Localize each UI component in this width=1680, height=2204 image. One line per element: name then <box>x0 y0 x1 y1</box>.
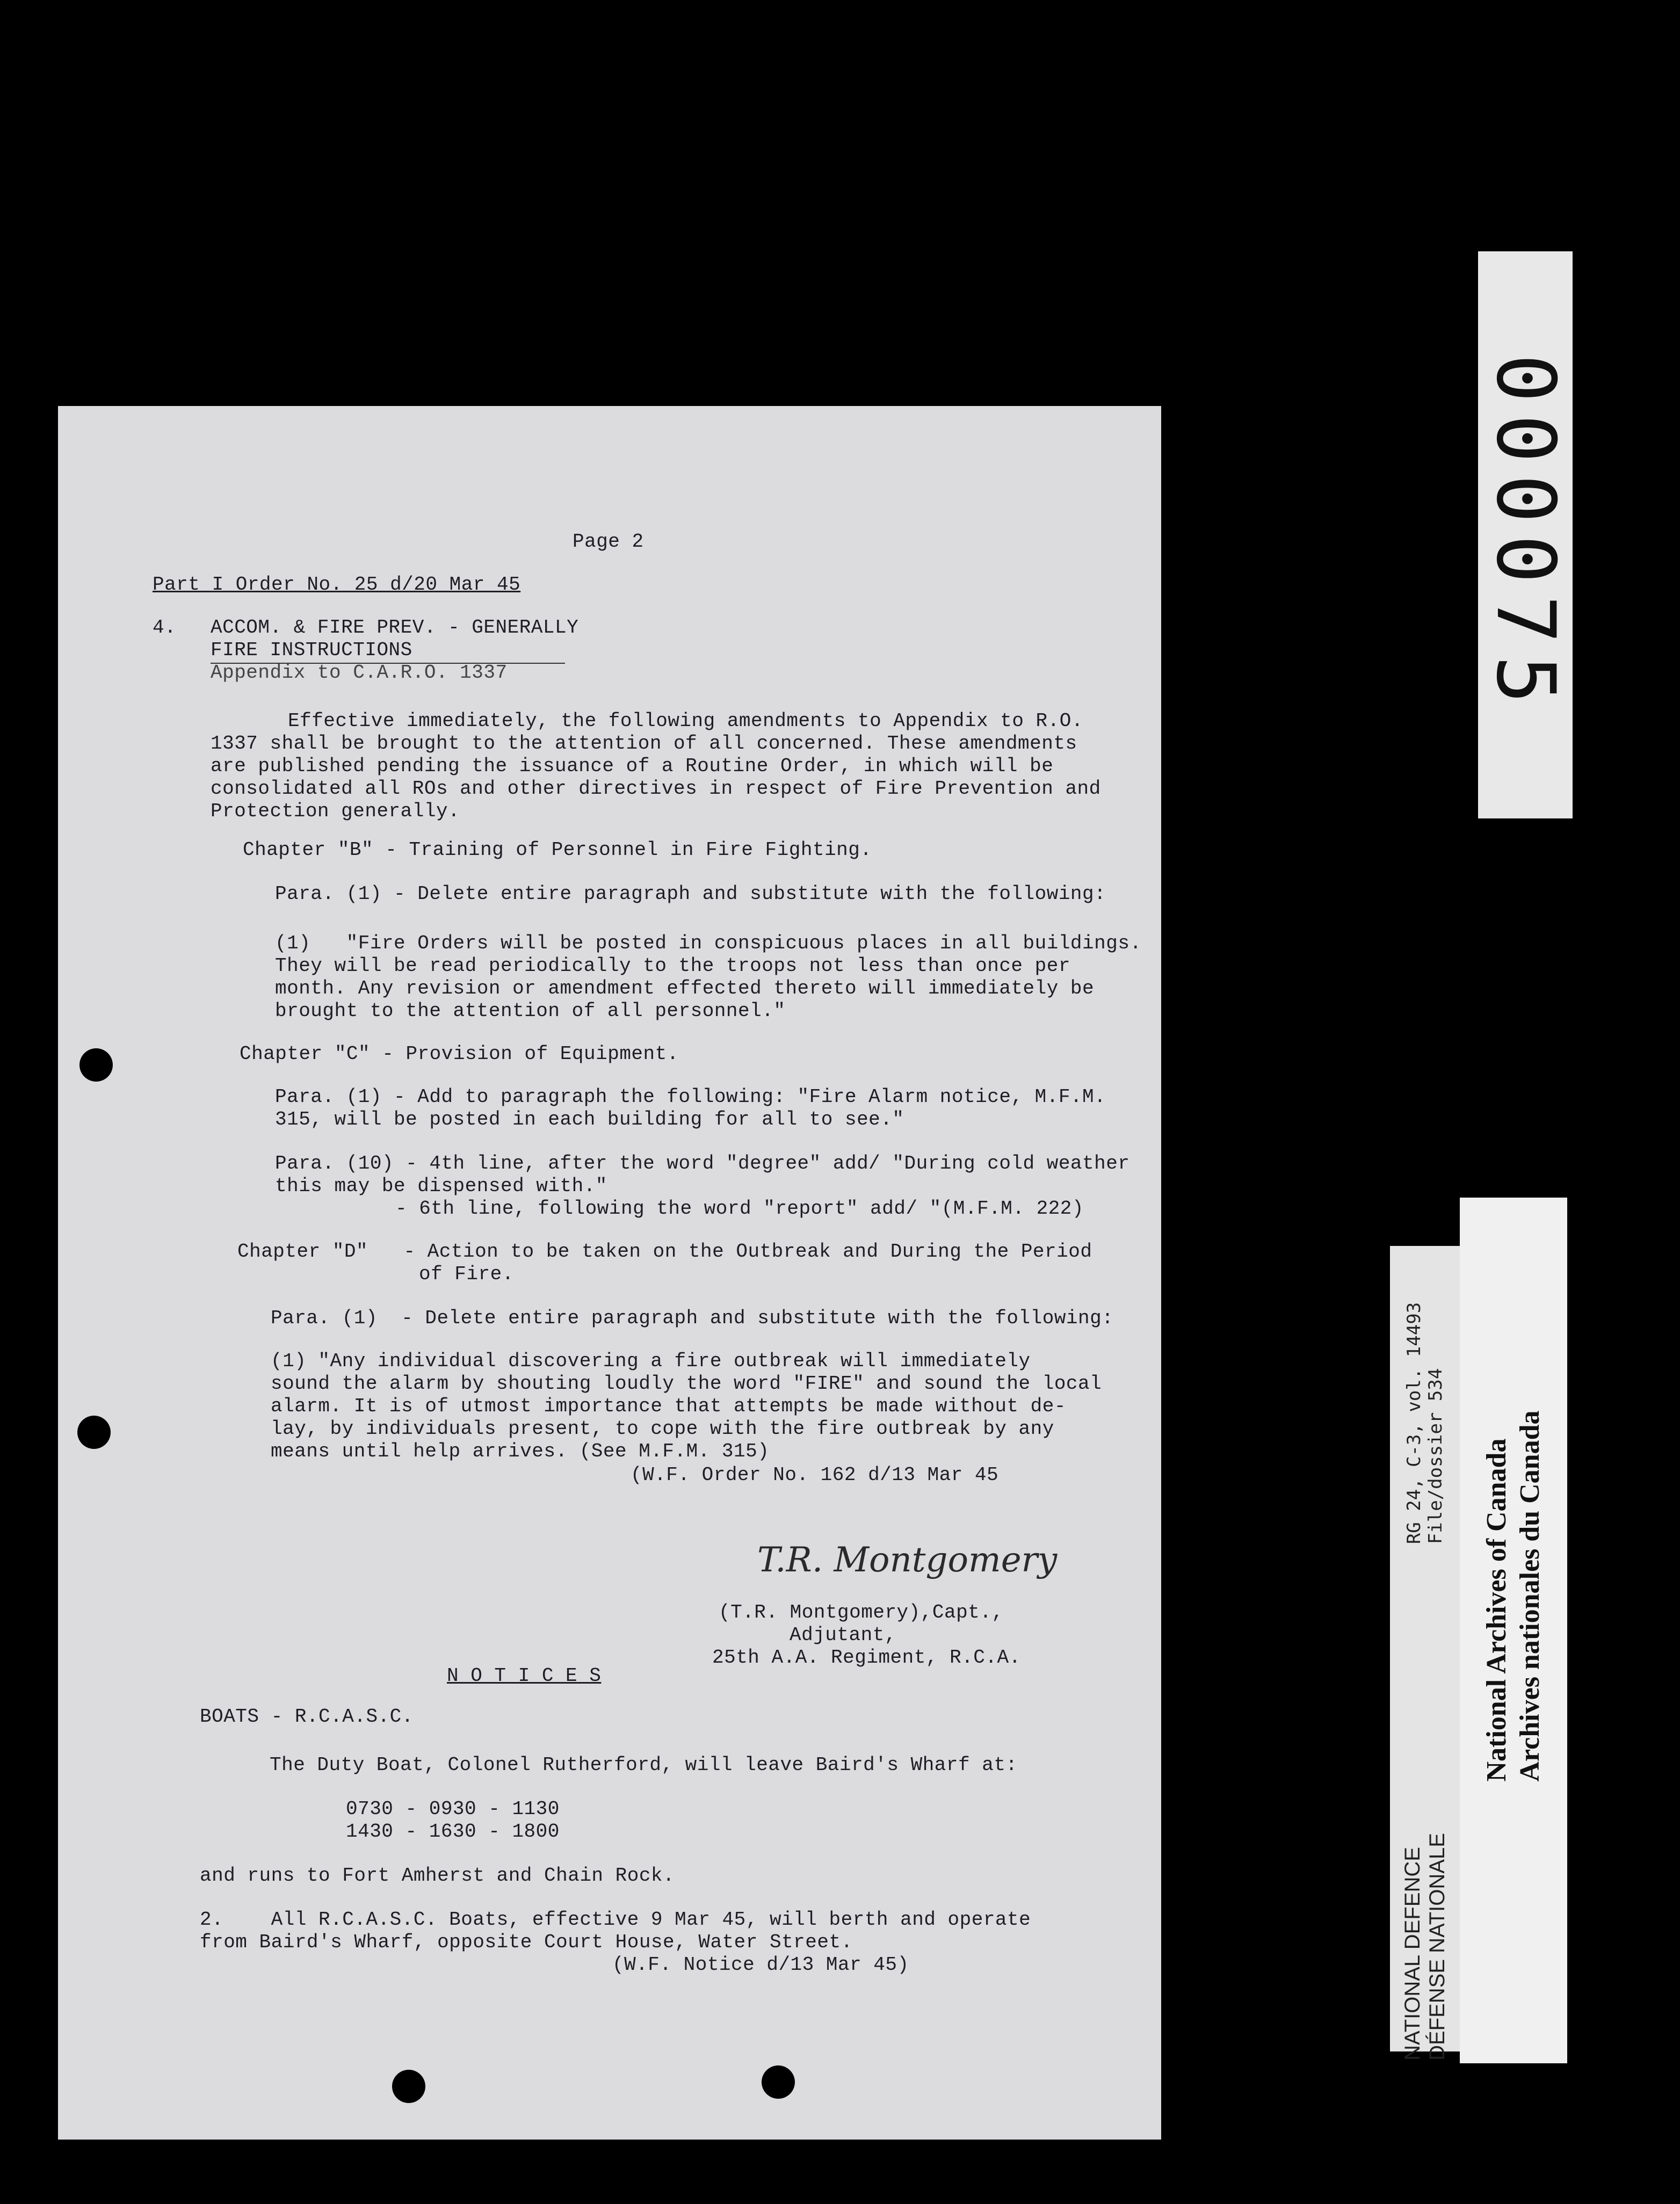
department-line: NATIONAL DEFENCE <box>1401 1847 1424 2061</box>
departure-times: 0730 - 0930 - 1130 <box>346 1798 560 1820</box>
route-text: and runs to Fort Amherst and Chain Rock. <box>200 1865 675 1887</box>
signature-unit: 25th A.A. Regiment, R.C.A. <box>712 1647 1021 1669</box>
archive-reference <box>1403 1302 1446 1544</box>
intro-line: consolidated all ROs and other directives in respect of Fire Prevention and <box>211 778 1101 800</box>
chapter-d-text: (1) "Any individual discovering a fire outbreak will immediately <box>271 1350 1031 1372</box>
item-subtitle: FIRE INSTRUCTIONS <box>211 639 412 661</box>
chapter-d-heading: of Fire. <box>419 1263 514 1285</box>
order-heading: Part I Order No. 25 d/20 Mar 45 <box>153 574 521 596</box>
signature-title: Adjutant, <box>790 1624 896 1646</box>
document-page <box>58 406 1161 2140</box>
notice-item-2: from Baird's Wharf, opposite Court House, Water Street. <box>200 1931 853 1953</box>
frame-number-strip <box>1478 251 1573 818</box>
institution-name <box>1480 1410 1547 1781</box>
chapter-d-heading: Chapter "D" - Action to be taken on the Outbreak and During the Period <box>237 1241 1092 1263</box>
chapter-b-para: Para. (1) - Delete entire paragraph and substitute with the following: <box>275 883 1106 905</box>
institution-line: Archives nationales du Canada <box>1515 1410 1545 1782</box>
chapter-b-text: They will be read periodically to the troops not less than once per <box>275 955 1070 977</box>
department-label <box>1400 1833 1450 2061</box>
boats-heading: BOATS - R.C.A.S.C. <box>200 1706 414 1728</box>
chapter-d-text: alarm. It is of utmost importance that attempts be made without de- <box>271 1395 1066 1417</box>
institution-line: National Archives of Canada <box>1481 1438 1512 1782</box>
item-reference: Appendix to C.A.R.O. 1337 <box>211 662 508 684</box>
national-archives-label <box>1460 1198 1567 2063</box>
intro-line: Effective immediately, the following amendments to Appendix to R.O. <box>288 710 1083 732</box>
intro-line: 1337 shall be brought to the attention of all concerned. These amendments <box>211 733 1077 755</box>
chapter-c-para: Para. (10) - 4th line, after the word "degree" add/ "During cold weather <box>275 1152 1130 1175</box>
order-source: (W.F. Order No. 162 d/13 Mar 45 <box>631 1464 999 1486</box>
page-number: Page 2 <box>573 531 644 553</box>
punch-hole <box>79 1048 113 1082</box>
chapter-c-para: - 6th line, following the word "report" add/ "(M.F.M. 222) <box>395 1198 1084 1220</box>
chapter-b-text: brought to the attention of all personnel." <box>275 1000 786 1022</box>
archive-reference-label <box>1390 1246 1460 2061</box>
department-line: DÉFENSE NATIONALE <box>1425 1833 1449 2061</box>
frame-number: 000075 <box>1479 354 1572 716</box>
chapter-c-para: this may be dispensed with." <box>275 1175 607 1197</box>
chapter-d-text: means until help arrives. (See M.F.M. 315) <box>271 1440 770 1462</box>
punch-hole <box>762 2065 795 2099</box>
notice-item-2: 2. All R.C.A.S.C. Boats, effective 9 Mar 45, will berth and operate <box>200 1909 1031 1931</box>
chapter-b-text: month. Any revision or amendment effected thereto will immediately be <box>275 977 1095 999</box>
reference-line: RG 24, C-3, vol. 14493 <box>1403 1302 1425 1545</box>
chapter-d-para: Para. (1) - Delete entire paragraph and substitute with the following: <box>271 1307 1114 1329</box>
signature-name: (T.R. Montgomery),Capt., <box>719 1601 1004 1623</box>
intro-line: Protection generally. <box>211 800 460 822</box>
chapter-c-para: Para. (1) - Add to paragraph the following: "Fire Alarm notice, M.F.M. <box>275 1086 1106 1108</box>
punch-hole <box>77 1416 111 1449</box>
departure-times: 1430 - 1630 - 1800 <box>346 1821 560 1843</box>
item-number: 4. <box>153 617 177 639</box>
item-title: ACCOM. & FIRE PREV. - GENERALLY <box>211 617 579 639</box>
handwritten-signature: T.R. Montgomery <box>757 1540 1058 1580</box>
chapter-c-heading: Chapter "C" - Provision of Equipment. <box>240 1043 679 1065</box>
chapter-d-text: sound the alarm by shouting loudly the word "FIRE" and sound the local <box>271 1373 1102 1395</box>
reference-line: File/dossier 534 <box>1425 1368 1446 1545</box>
chapter-b-heading: Chapter "B" - Training of Personnel in Fire Fighting. <box>243 839 872 861</box>
punch-hole <box>392 2070 425 2103</box>
chapter-b-text: (1) "Fire Orders will be posted in conspicuous places in all buildings. <box>275 932 1142 954</box>
chapter-d-text: lay, by individuals present, to cope with the fire outbreak by any <box>271 1418 1054 1440</box>
duty-boat-text: The Duty Boat, Colonel Rutherford, will leave Baird's Wharf at: <box>270 1754 1018 1776</box>
chapter-c-para: 315, will be posted in each building for all to see." <box>275 1108 904 1130</box>
notice-source: (W.F. Notice d/13 Mar 45) <box>612 1954 909 1976</box>
notices-heading: N O T I C E S <box>447 1665 602 1687</box>
intro-line: are published pending the issuance of a Routine Order, in which will be <box>211 755 1054 777</box>
